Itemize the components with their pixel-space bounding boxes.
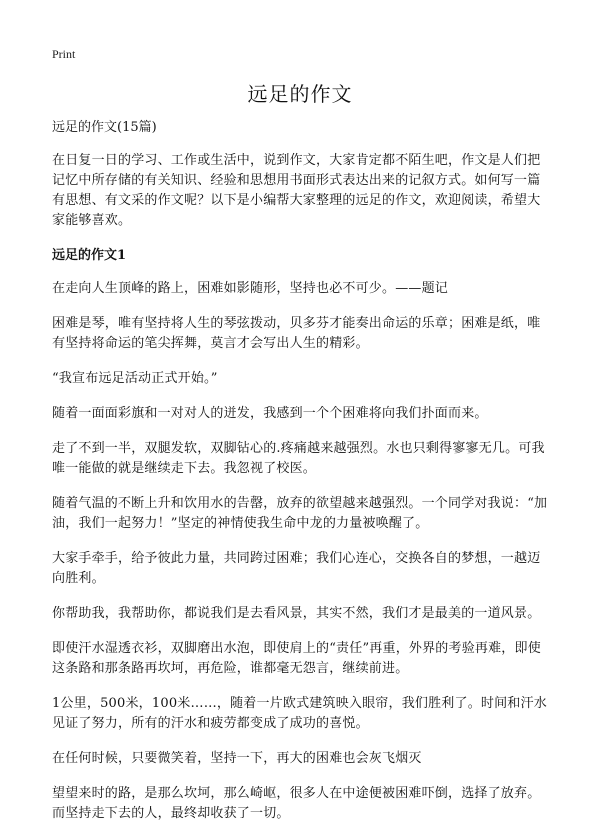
print-link[interactable]: Print — [52, 47, 76, 61]
article-subtitle: 远足的作文(15篇) — [52, 120, 157, 135]
paragraph: 随着气温的不断上升和饮用水的告罄，放弃的欲望越来越强烈。一个同学对我说：“加油，我们一起努力！”坚定的神情使我生命中龙的力量被唤醒了。 — [52, 496, 548, 531]
paragraph: 望望来时的路，是那么坎坷，那么崎岖，很多人在中途便被困难吓倒，选择了放弃。而坚持走下去的人，最终却收获了一切。 — [52, 786, 541, 821]
page-title: 远足的作文 — [247, 82, 353, 106]
paragraph: 随着一面面彩旗和一对对人的迸发，我感到一个个困难将向我们扑面而来。 — [52, 406, 488, 421]
paragraph-list — [52, 279, 552, 824]
paragraph: 1公里，500米，100米……，随着一片欧式建筑映入眼帘，我们胜利了。时间和汗水见证了努力，所有的汗水和疲劳都变成了成功的喜悦。 — [52, 696, 547, 731]
paragraph: 大家手牵手，给予彼此力量，共同跨过困难；我们心连心，交换各自的梦想，一越迈向胜利。 — [52, 551, 541, 586]
paragraph: 困难是琴，唯有坚持将人生的琴弦拨动，贝多芬才能奏出命运的乐章；困难是纸，唯有坚持将命运的笔尖挥舞，莫言才会写出人生的精彩。 — [52, 316, 541, 351]
paragraph: 你帮助我，我帮助你，都说我们是去看风景，其实不然，我们才是最美的一道风景。 — [52, 606, 541, 621]
paragraph: 在走向人生顶峰的路上，困难如影随形，坚持也必不可少。——题记 — [52, 281, 449, 296]
intro-paragraph: 在日复一日的学习、工作或生活中，说到作文，大家肯定都不陌生吧，作文是人们把记忆中所存储的有关知识、经验和思想用书面形式表达出来的记叙方式。如何写一篇有思想、有文采的作文呢？以下是小编帮大家整理的远足的作文，欢迎阅读，希望大家能够喜欢。 — [52, 153, 541, 228]
paragraph: 即使汗水湿透衣衫，双脚磨出水泡，即使肩上的“责任”再重，外界的考验再难，即使这条路和那条路再坎坷，再危险，谁都毫无怨言，继续前进。 — [52, 641, 541, 676]
paragraph: 走了不到一半，双腿发软，双脚钻心的.疼痛越来越强烈。水也只剩得寥寥无几。可我唯一能做的就是继续走下去。我忽视了校医。 — [52, 441, 545, 476]
paragraph: 在任何时候，只要微笑着，坚持一下，再大的困难也会灰飞烟灭 — [52, 751, 422, 766]
paragraph: “我宣布远足活动正式开始。” — [52, 371, 218, 386]
article-body — [52, 118, 552, 839]
section-heading: 远足的作文1 — [52, 248, 127, 263]
